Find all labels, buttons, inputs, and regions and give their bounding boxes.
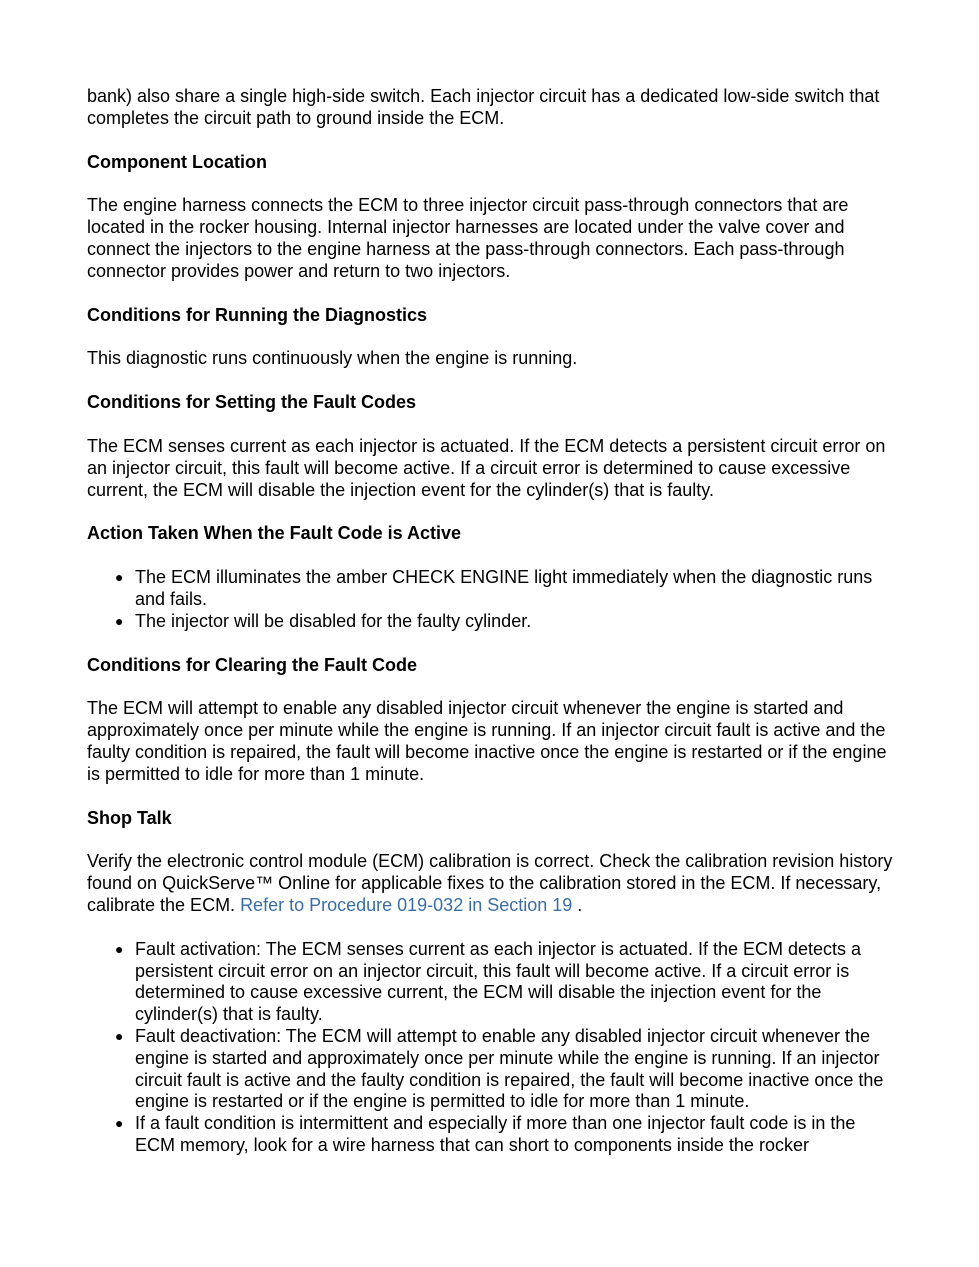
setting-fault-body: The ECM senses current as each injector is actuated. If the ECM detects a persistent circuit error on an injector circuit, this fault will become active. If a circuit error is determined to cause excessive current, the ECM will disable the injection event for the cylinder(s) that is faulty. — [87, 435, 886, 500]
bullet-icon: ● — [115, 1115, 124, 1132]
shop-talk-heading: Shop Talk — [87, 807, 172, 828]
component-location-heading: Component Location — [87, 151, 267, 172]
bullet-icon: ● — [115, 569, 124, 586]
list-item-text: If a fault condition is intermittent and especially if more than one injector fault code is in the ECM memory, look for a wire harness that can short to components inside the rocker — [135, 1113, 856, 1155]
shop-talk-list — [87, 939, 897, 1157]
shop-talk-text: Verify the electronic control module (ECM) calibration is correct. Check the calibration revision history found on QuickServe™ Online for applicable fixes to the calibration stored in the ECM. If necessary, calibrate the ECM. — [87, 851, 893, 915]
action-taken-heading: Action Taken When the Fault Code is Active — [87, 523, 462, 544]
clearing-fault-heading: Conditions for Clearing the Fault Code — [87, 654, 417, 675]
bullet-icon: ● — [115, 940, 124, 957]
list-item — [115, 567, 897, 611]
shop-talk-body — [87, 851, 897, 916]
procedure-link[interactable]: Refer to Procedure 019-032 in Section 19 — [240, 894, 573, 915]
list-item — [115, 610, 897, 633]
list-item — [115, 938, 897, 1026]
list-item-text: Fault deactivation: The ECM will attempt to enable any disabled injector circuit whenever the engine is started and approximately once per minute while the engine is running. If an injector circuit fault is active and the faulty condition is repaired, the fault will become inactive once the engine is restarted or if the engine is permitted to idle for more than 1 minute. — [135, 1025, 884, 1112]
action-taken-list — [87, 567, 897, 632]
setting-fault-heading: Conditions for Setting the Fault Codes — [87, 392, 416, 413]
shop-talk-text-end: . — [572, 894, 583, 915]
list-item — [115, 1025, 897, 1113]
bullet-icon: ● — [115, 1027, 124, 1044]
running-diagnostics-heading: Conditions for Running the Diagnostics — [87, 304, 427, 325]
list-item-text: The injector will be disabled for the faulty cylinder. — [135, 610, 532, 631]
list-item — [115, 1113, 897, 1157]
list-item-text: Fault activation: The ECM senses current as each injector is actuated. If the ECM detects a persistent circuit error on an injector circuit, this fault will become active. If a circuit error is determined to cause excessive current, the ECM will disable the injection event for the cylinder(s) that is faulty. — [135, 938, 862, 1025]
intro-paragraph: bank) also share a single high-side switch. Each injector circuit has a dedicated low-side switch that completes the circuit path to ground inside the ECM. — [87, 86, 880, 128]
component-location-body: The engine harness connects the ECM to three injector circuit pass-through connectors that are located in the rocker housing. Internal injector harnesses are located under the valve cover and connect the injectors to the engine harness at the pass-through connectors. Each pass-through connector provides power and return to two injectors. — [87, 195, 849, 281]
clearing-fault-body: The ECM will attempt to enable any disabled injector circuit whenever the engine is started and approximately once per minute while the engine is running. If an injector circuit fault is active and the faulty condition is repaired, the fault will become inactive once the engine is restarted or if the engine is permitted to idle for more than 1 minute. — [87, 698, 887, 784]
list-item-text: The ECM illuminates the amber CHECK ENGINE light immediately when the diagnostic runs and fails. — [135, 567, 873, 609]
bullet-icon: ● — [115, 612, 124, 629]
document-page — [87, 86, 897, 1179]
running-diagnostics-body: This diagnostic runs continuously when the engine is running. — [87, 348, 578, 369]
